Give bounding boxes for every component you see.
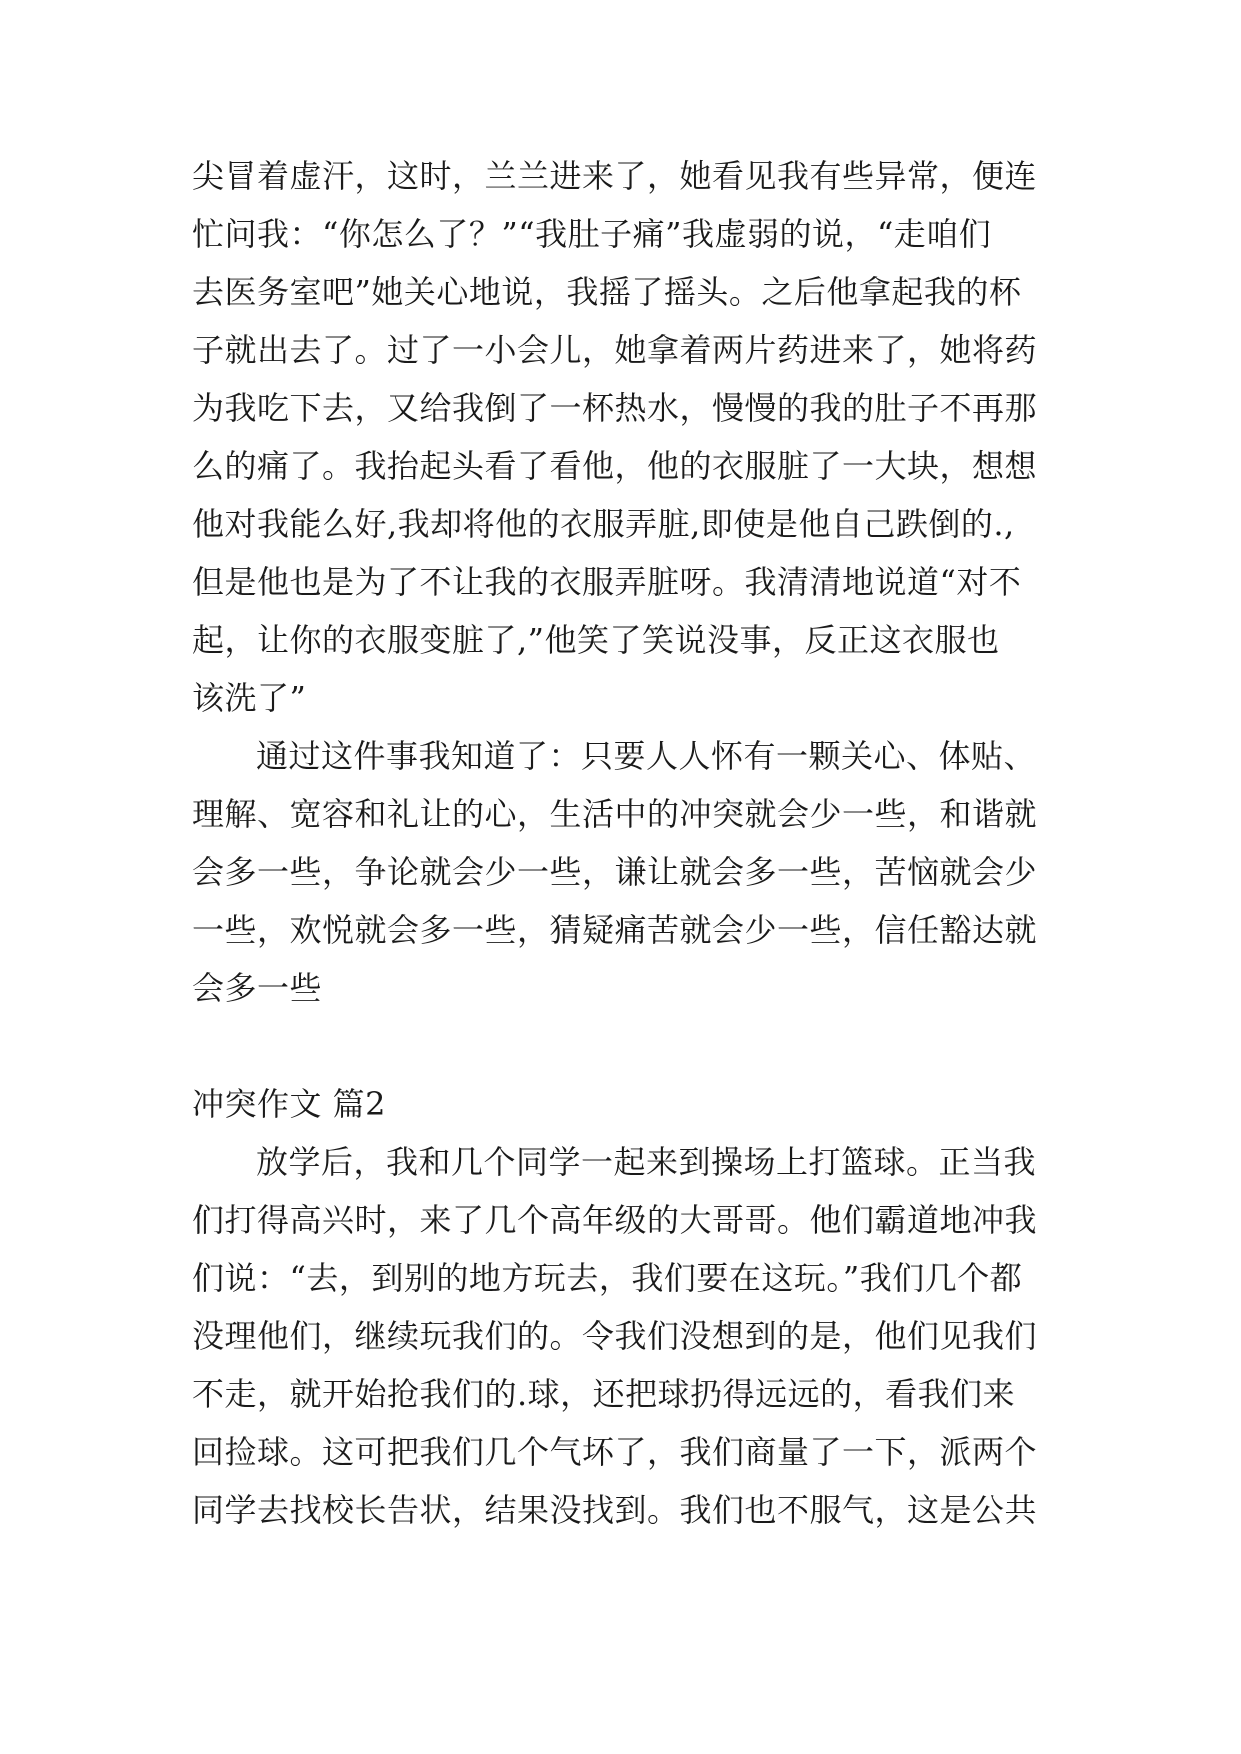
paragraph-line: 为我吃下去，又给我倒了一杯热水，慢慢的我的肚子不再那 bbox=[192, 389, 1038, 427]
paragraph-line: 他对我能么好,我却将他的衣服弄脏,即使是他自己跌倒的., bbox=[192, 505, 1015, 543]
section-heading: 冲突作文 篇2 bbox=[192, 1085, 387, 1123]
paragraph-line: 尖冒着虚汗，这时，兰兰进来了，她看见我有些异常，便连 bbox=[192, 157, 1038, 195]
paragraph-line: 忙问我：“你怎么了？”“我肚子痛”我虚弱的说，“走咱们 bbox=[192, 215, 992, 253]
paragraph-line: 放学后，我和几个同学一起来到操场上打篮球。正当我 bbox=[256, 1143, 1037, 1181]
paragraph-line: 同学去找校长告状，结果没找到。我们也不服气，这是公共 bbox=[192, 1491, 1038, 1529]
paragraph-line: 会多一些，争论就会少一些，谦让就会多一些，苦恼就会少 bbox=[192, 853, 1038, 891]
paragraph-line: 但是他也是为了不让我的衣服弄脏呀。我清清地说道“对不 bbox=[192, 563, 1022, 601]
paragraph-line: 不走，就开始抢我们的.球，还把球扔得远远的，看我们来 bbox=[192, 1375, 1016, 1413]
paragraph-line: 子就出去了。过了一小会儿，她拿着两片药进来了，她将药 bbox=[192, 331, 1038, 369]
paragraph-line: 起，让你的衣服变脏了,”他笑了笑说没事，反正这衣服也 bbox=[192, 621, 1000, 659]
paragraph-line: 去医务室吧”她关心地说，我摇了摇头。之后他拿起我的杯 bbox=[192, 273, 1022, 311]
paragraph-line: 没理他们，继续玩我们的。令我们没想到的是，他们见我们 bbox=[192, 1317, 1038, 1355]
paragraph-line: 会多一些 bbox=[192, 969, 323, 1007]
paragraph-line: 通过这件事我知道了：只要人人怀有一颗关心、体贴、 bbox=[256, 737, 1037, 775]
paragraph-line: 理解、宽容和礼让的心，生活中的冲突就会少一些，和谐就 bbox=[192, 795, 1038, 833]
paragraph-line: 一些，欢悦就会多一些，猜疑痛苦就会少一些，信任豁达就 bbox=[192, 911, 1038, 949]
paragraph-line: 该洗了” bbox=[192, 679, 307, 717]
paragraph-line: 们打得高兴时，来了几个高年级的大哥哥。他们霸道地冲我 bbox=[192, 1201, 1038, 1239]
paragraph-line: 们说：“去，到别的地方玩去，我们要在这玩。”我们几个都 bbox=[192, 1259, 1023, 1297]
paragraph-line: 回捡球。这可把我们几个气坏了，我们商量了一下，派两个 bbox=[192, 1433, 1038, 1471]
paragraph-line: 么的痛了。我抬起头看了看他，他的衣服脏了一大块，想想 bbox=[192, 447, 1038, 485]
